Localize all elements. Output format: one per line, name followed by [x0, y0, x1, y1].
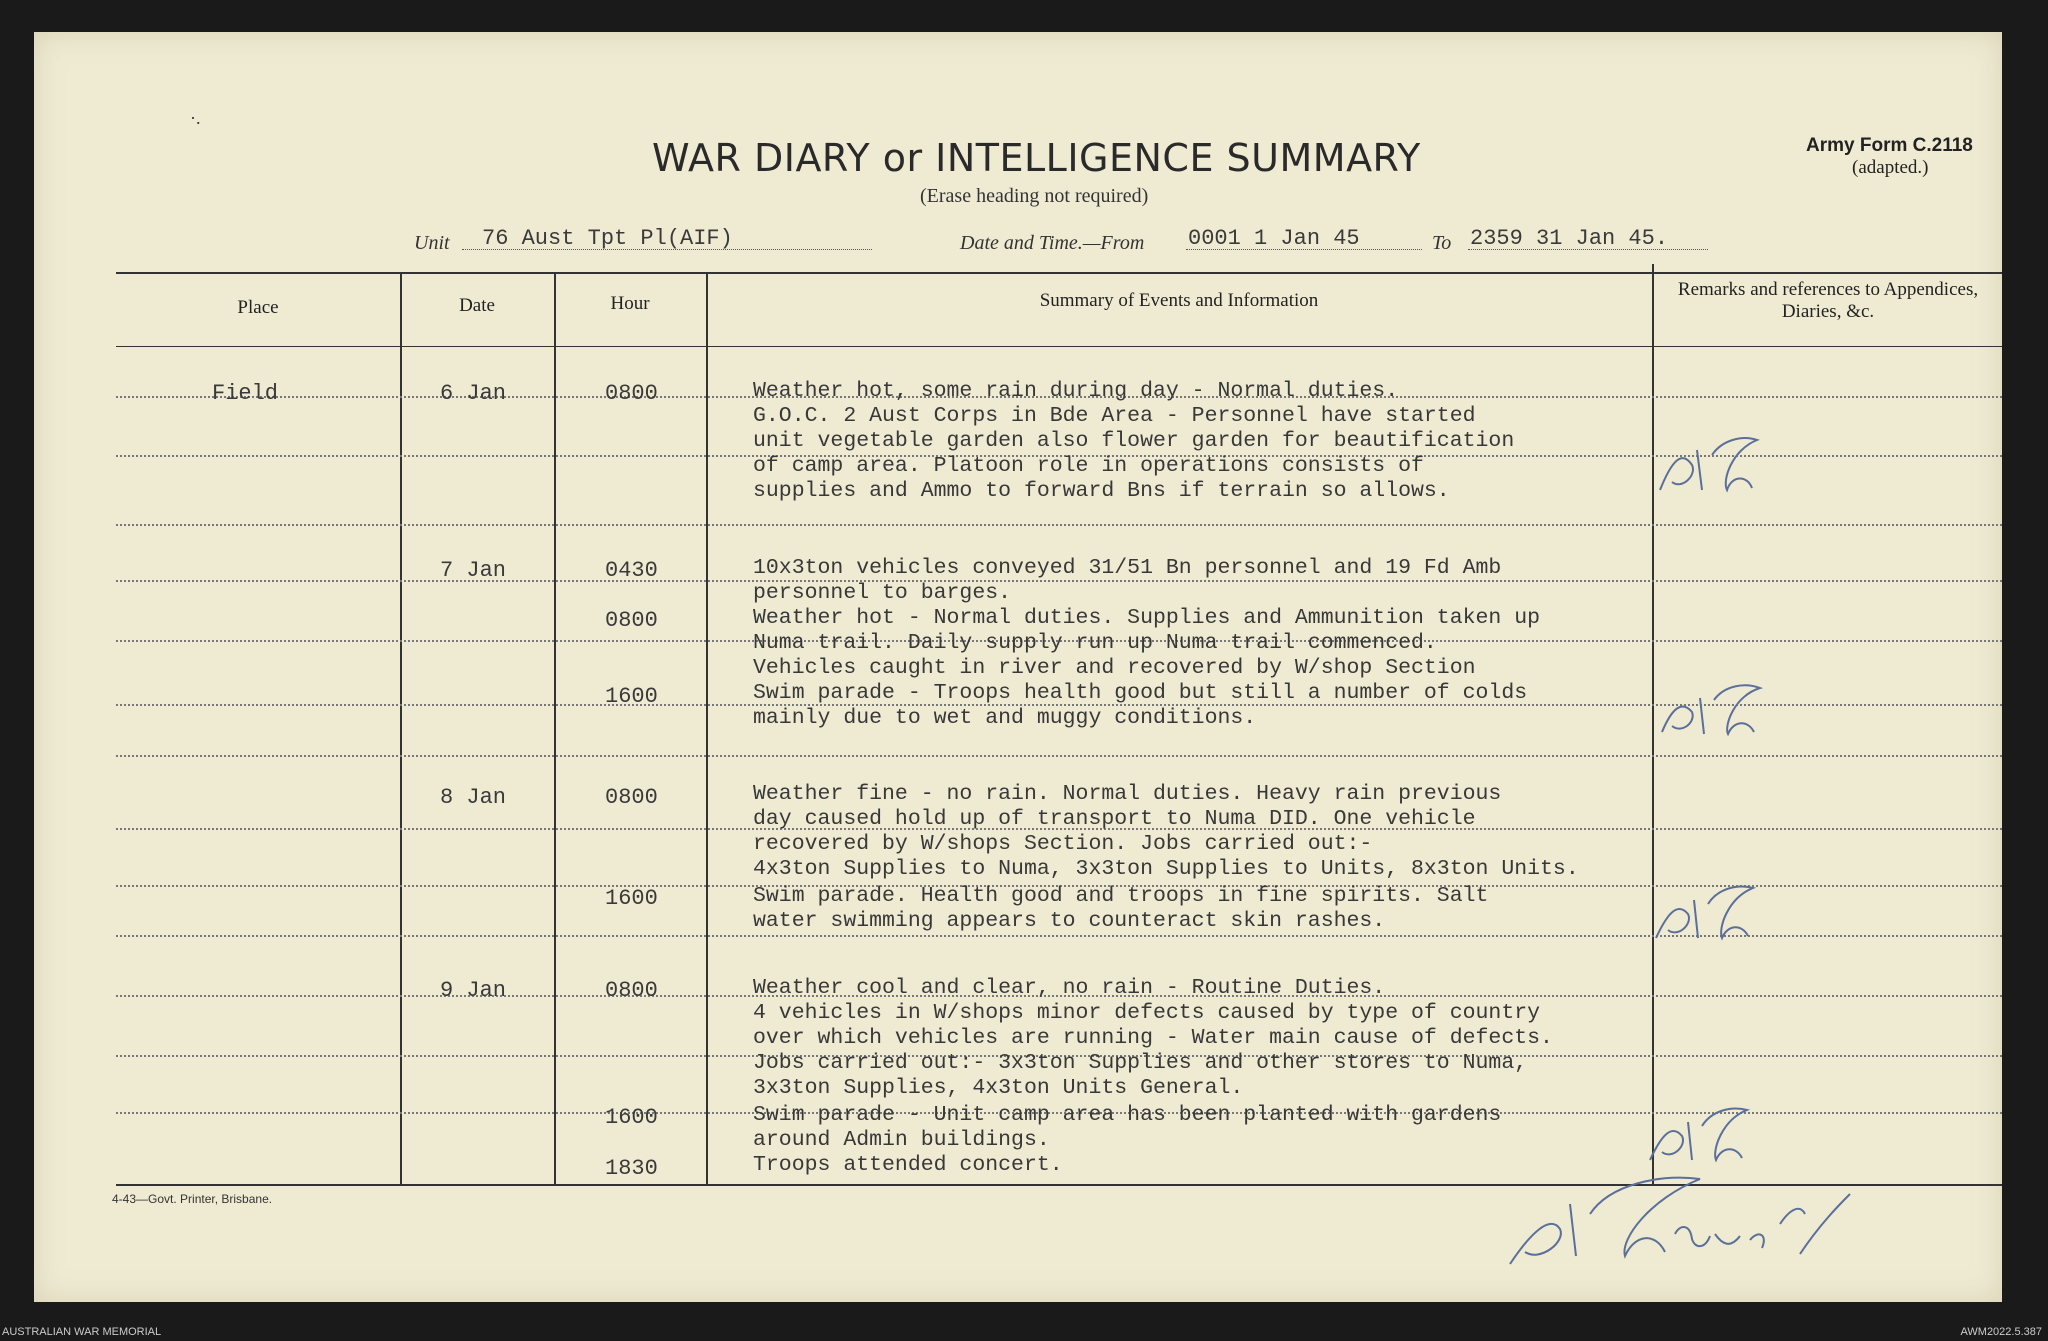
unit-label: Unit — [414, 232, 450, 254]
col-header-hour: Hour — [610, 293, 650, 314]
summary-line: around Admin buildings. — [753, 1128, 1050, 1152]
summary-line: Swim parade. Health good and troops in fine spirits. Salt — [753, 884, 1489, 908]
summary-line: over which vehicles are running - Water main cause of defects. — [753, 1026, 1553, 1050]
col-rule-2 — [554, 272, 556, 1184]
date-cell: 7 Jan — [440, 558, 507, 583]
archive-reference: AWM2022.5.387 — [1960, 1326, 2042, 1338]
unit-value: 76 Aust Tpt Pl(AIF) — [482, 226, 733, 251]
summary-line: recovered by W/shops Section. Jobs carried out:- — [753, 832, 1373, 856]
table-header-rule — [116, 346, 2002, 347]
ink-specks: ·. — [190, 108, 201, 128]
date-cell: 9 Jan — [440, 978, 507, 1003]
summary-line: Numa trail. Daily supply run up Numa trail commenced. — [753, 631, 1437, 655]
col-rule-1 — [400, 272, 402, 1184]
summary-line: of camp area. Platoon role in operations consists of — [753, 454, 1424, 478]
date-cell: 6 Jan — [440, 381, 507, 406]
summary-line: mainly due to wet and muggy conditions. — [753, 706, 1257, 730]
col-header-summary: Summary of Events and Information — [1039, 290, 1319, 311]
hour-cell: 0430 — [605, 558, 658, 583]
summary-line: personnel to barges. — [753, 581, 1012, 605]
unit-underline — [462, 249, 872, 250]
place-cell: Field — [212, 381, 279, 406]
summary-line: Jobs carried out:- 3x3ton Supplies and other stores to Numa, — [753, 1051, 1528, 1075]
hour-cell: 0800 — [605, 785, 658, 810]
to-label: To — [1432, 232, 1452, 254]
summary-line: Swim parade - Unit camp area has been planted with gardens — [753, 1103, 1502, 1127]
table-top-rule — [116, 272, 2002, 274]
hour-cell: 1600 — [605, 684, 658, 709]
col-header-place: Place — [237, 297, 279, 318]
commander-signature-icon — [1500, 1164, 1870, 1274]
ruled-line — [116, 755, 2002, 757]
summary-line: day caused hold up of transport to Numa DID. One vehicle — [753, 807, 1476, 831]
hour-cell: 0800 — [605, 978, 658, 1003]
summary-line: supplies and Ammo to forward Bns if terrain so allows. — [753, 479, 1450, 503]
hour-cell: 0800 — [605, 381, 658, 406]
printer-note: 4-43—Govt. Printer, Brisbane. — [112, 1192, 273, 1206]
archive-credit: AUSTRALIAN WAR MEMORIAL — [2, 1326, 162, 1338]
from-underline — [1186, 249, 1422, 250]
summary-line: Weather hot, some rain during day - Normal duties. — [753, 379, 1399, 403]
hour-cell: 1600 — [605, 1105, 658, 1130]
initials-signature-icon — [1652, 668, 1772, 748]
summary-line: 10x3ton vehicles conveyed 31/51 Bn personnel and 19 Fd Amb — [753, 556, 1502, 580]
summary-line: Swim parade - Troops health good but still a number of colds — [753, 681, 1528, 705]
ruled-line — [116, 524, 2002, 526]
hour-cell: 1600 — [605, 886, 658, 911]
col-rule-3 — [706, 272, 708, 1184]
col-header-date: Date — [459, 295, 495, 316]
summary-line: Vehicles caught in river and recovered by W/shop Section — [753, 656, 1476, 680]
initials-signature-icon — [1648, 868, 1768, 948]
date-cell: 8 Jan — [440, 785, 507, 810]
form-adapted: (adapted.) — [1852, 157, 1929, 178]
initials-signature-icon — [1652, 420, 1772, 500]
summary-line: unit vegetable garden also flower garden for beautification — [753, 429, 1515, 453]
summary-line: Weather cool and clear, no rain - Routine Duties. — [753, 976, 1386, 1000]
summary-line: Weather fine - no rain. Normal duties. Heavy rain previous — [753, 782, 1502, 806]
summary-line: 4x3ton Supplies to Numa, 3x3ton Supplies to Units, 8x3ton Units. — [753, 857, 1579, 881]
to-value: 2359 31 Jan 45. — [1470, 226, 1669, 251]
hour-cell: 0800 — [605, 608, 658, 633]
col-header-remarks: Remarks and references to Appendices, Diaries, &c. — [1677, 279, 1979, 322]
summary-line: water swimming appears to counteract skin rashes. — [753, 909, 1386, 933]
initials-signature-icon — [1642, 1090, 1762, 1170]
to-underline — [1468, 249, 1708, 250]
summary-line: 3x3ton Supplies, 4x3ton Units General. — [753, 1076, 1244, 1100]
summary-line: G.O.C. 2 Aust Corps in Bde Area - Personnel have started — [753, 404, 1476, 428]
page-subtitle: (Erase heading not required) — [920, 185, 1149, 207]
hour-cell: 1830 — [605, 1156, 658, 1181]
summary-line: 4 vehicles in W/shops minor defects caused by type of country — [753, 1001, 1541, 1025]
summary-line: Weather hot - Normal duties. Supplies and Ammunition taken up — [753, 606, 1541, 630]
form-number: Army Form C.2118 — [1806, 135, 1973, 156]
summary-line: Troops attended concert. — [753, 1153, 1063, 1177]
from-value: 0001 1 Jan 45 — [1188, 226, 1360, 251]
date-label: Date and Time.—From — [960, 232, 1145, 254]
page-title: WAR DIARY or INTELLIGENCE SUMMARY — [652, 136, 1421, 180]
